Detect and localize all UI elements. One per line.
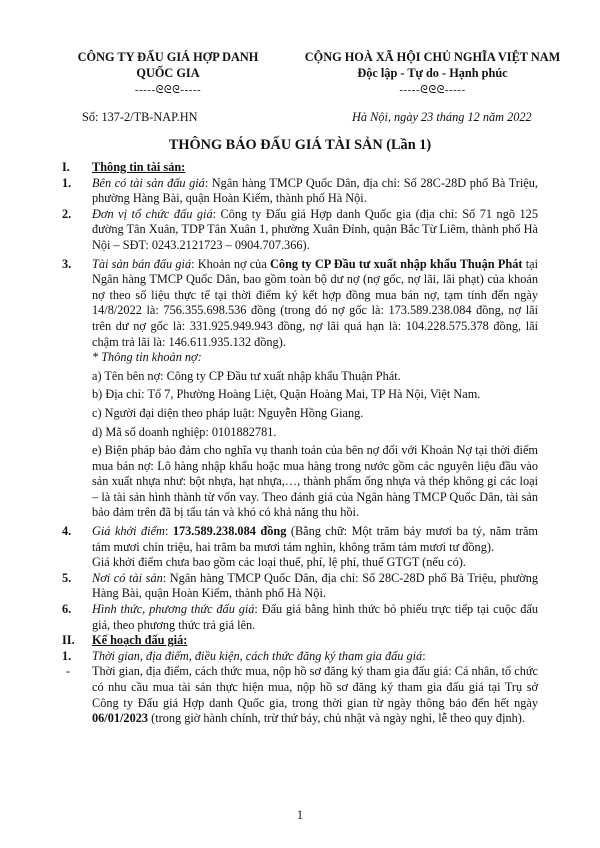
section-number: II.: [62, 633, 75, 648]
document-title: THÔNG BÁO ĐẤU GIÁ TÀI SẢN (Lần 1): [168, 137, 432, 153]
list-item: [62, 524, 538, 555]
debt-info-heading: * Thông tin khoản nợ:: [92, 350, 202, 365]
debt-info-c: c) Người đại diện theo pháp luật: Nguyễn Hồng Giang.: [92, 405, 364, 420]
debt-info-b: b) Địa chỉ: Tổ 7, Phường Hoàng Liệt, Quận Hoàng Mai, TP Hà Nội, Việt Nam.: [92, 387, 481, 402]
item-text: Thời gian, địa điểm, điều kiện, cách thức đăng ký tham gia đấu giá:: [92, 648, 426, 663]
nation-ornament: -----ᘓᘓᘓ-----: [399, 84, 466, 97]
list-item: [62, 207, 538, 254]
section-heading: [62, 160, 538, 176]
item-number: 2.: [62, 206, 72, 221]
org-name-line1: CÔNG TY ĐẤU GIÁ HỢP DANH: [77, 50, 259, 64]
starting-price: 173.589.238.084 đồng: [172, 524, 287, 539]
list-item: [62, 649, 538, 665]
item-text: Giá khởi điểm: 173.589.238.084 đồng (Bằng chữ: Một trăm bảy mươi ba tỷ, năm trăm tám mươi chín triệu, hai trăm ba mươi tám nghìn, không trăm tám mươi tư đồng).: [92, 524, 538, 554]
list-item: [62, 602, 538, 633]
item-text: Tài sản bán đấu giá: Khoản nợ của Công ty CP Đầu tư xuất nhập khẩu Thuận Phát tại Ngân hàng TMCP Quốc Dân, bao gồm toàn bộ dư nợ (nợ gốc, nợ lãi, lãi phạt) của khoản nợ theo số liệu thực tế tại thời điểm ký kết hợp đồng mua bán nợ, tạm tính đến ngày 14/8/2022 là: 756.355.698.536 đồng (trong đó nợ gốc là: 173.589.238.084 đồng, nợ lãi trên dư nợ gốc là: 331.925.949.943 đồng, nợ lãi quá hạn là: 104.228.575.378 đồng, lãi chậm trả lãi là: 146.611.935.132 đồng).: [92, 256, 538, 349]
item-label: Tài sản bán đấu giá: [92, 256, 192, 271]
item-label: Bên có tài sản đấu giá: [92, 175, 205, 190]
debt-info-d: d) Mã số doanh nghiệp: 0101882781.: [92, 424, 277, 439]
item-number: 3.: [62, 256, 72, 271]
bullet-text: Thời gian, địa điểm, cách thức mua, nộp hồ sơ đăng ký tham gia đấu giá: Cá nhân, tổ chức có nhu cầu mua tài sản thực hiện mua, nộp hồ sơ đăng ký tham gia đấu giá tại Trụ sở Công ty Đấu giá Hợp danh Quốc gia, trong thời gian từ ngày thông báo đến hết ngày 06/01/2023 (trong giờ hành chính, trừ thứ bảy, chủ nhật và ngày nghỉ, lễ theo quy định).: [92, 664, 538, 726]
org-ornament: -----ᘓᘓᘓ-----: [134, 84, 202, 97]
item-text: Đơn vị tổ chức đấu giá: Công ty Đấu giá Hợp danh Quốc gia (địa chỉ: Số 71 ngõ 125 đường Tân Xuân, TDP Tân Xuân 1, phường Xuân Đỉnh, quận Bắc Từ Liêm, thành phố Hà Nội – SĐT: 0243.2121723 – 0904.707.366).: [92, 206, 538, 252]
item-label: Đơn vị tổ chức đấu giá: [92, 206, 213, 221]
bullet-dash: -: [66, 664, 71, 679]
item-number: 5.: [62, 570, 72, 585]
section-title: Thông tin tài sản:: [92, 160, 186, 174]
section-title: Kế hoạch đấu giá:: [92, 633, 188, 648]
registration-deadline: 06/01/2023: [92, 711, 149, 726]
list-item: [62, 176, 538, 207]
reference-number: Số: 137-2/TB-NAP.HN: [82, 110, 198, 124]
item-number: 1.: [62, 175, 72, 190]
national-header: [265, 50, 600, 98]
date-line: Hà Nội, ngày 23 tháng 12 năm 2022: [352, 110, 532, 124]
debt-info-e: e) Biện pháp bảo đảm cho nghĩa vụ thanh toán của bên nợ đối với Khoản Nợ tại thời điểm mua bán nợ: Lô hàng nhập khẩu hoặc mua hàng trong nước gồm các nguyên liệu đầu vào sản xuất nhựa như: bột nhựa, hạt nhựa,…, thành phẩm ống nhựa và thép không gỉ các loại – là tài sản hình thành từ vốn vay. Theo đánh giá của Ngân hàng TMCP Quốc Dân, tài sản bảo đảm trên đã bị tẩu tán và khó có khả năng thu hồi.: [92, 443, 538, 520]
nation-name: CỘNG HOÀ XÃ HỘI CHỦ NGHĨA VIỆT NAM: [304, 50, 561, 64]
item-number: 1.: [62, 648, 72, 663]
price-note: Giá khởi điểm chưa bao gồm các loại thuế, phí, lệ phí, thuế GTGT (nếu có).: [92, 555, 466, 570]
list-item: [62, 257, 538, 351]
organization-header: [48, 50, 288, 98]
item-label: Hình thức, phương thức đấu giá: [92, 602, 255, 617]
list-item: [62, 571, 538, 602]
item-number: 4.: [62, 524, 72, 539]
item-text: Hình thức, phương thức đấu giá: Đấu giá bằng hình thức bỏ phiếu trực tiếp tại cuộc đấu giá, theo phương thức trả giá lên.: [92, 602, 538, 632]
document-body: [62, 160, 538, 727]
bullet-item: [62, 664, 538, 726]
org-name-line2: QUỐC GIA: [136, 65, 200, 80]
item-label: Thời gian, địa điểm, điều kiện, cách thức đăng ký tham gia đấu giá: [92, 648, 423, 663]
item-number: 6.: [62, 602, 72, 617]
item-text: Nơi có tài sản: Ngân hàng TMCP Quốc Dân, địa chỉ: Số 28C-28D phố Bà Triệu, phường Hàng Bài, quận Hoàn Kiếm, thành phố Hà Nội.: [92, 570, 539, 601]
debtor-company: Công ty CP Đầu tư xuất nhập khẩu Thuận Phát: [270, 256, 523, 271]
item-label: Giá khởi điểm: [92, 524, 165, 539]
item-text: Bên có tài sản đấu giá: Ngân hàng TMCP Quốc Dân, địa chỉ: Số 28C-28D phố Bà Triệu, phường Hàng Bài, quận Hoàn Kiếm, thành phố Hà Nội.: [92, 175, 538, 206]
debt-info-a: a) Tên bên nợ: Công ty CP Đầu tư xuất nhập khẩu Thuận Phát.: [92, 368, 401, 383]
national-motto: Độc lập - Tự do - Hạnh phúc: [357, 65, 508, 80]
item-label: Nơi có tài sản: [92, 570, 163, 585]
section-heading: [62, 633, 538, 649]
page-number: 1: [296, 808, 304, 822]
section-number: I.: [62, 160, 70, 174]
